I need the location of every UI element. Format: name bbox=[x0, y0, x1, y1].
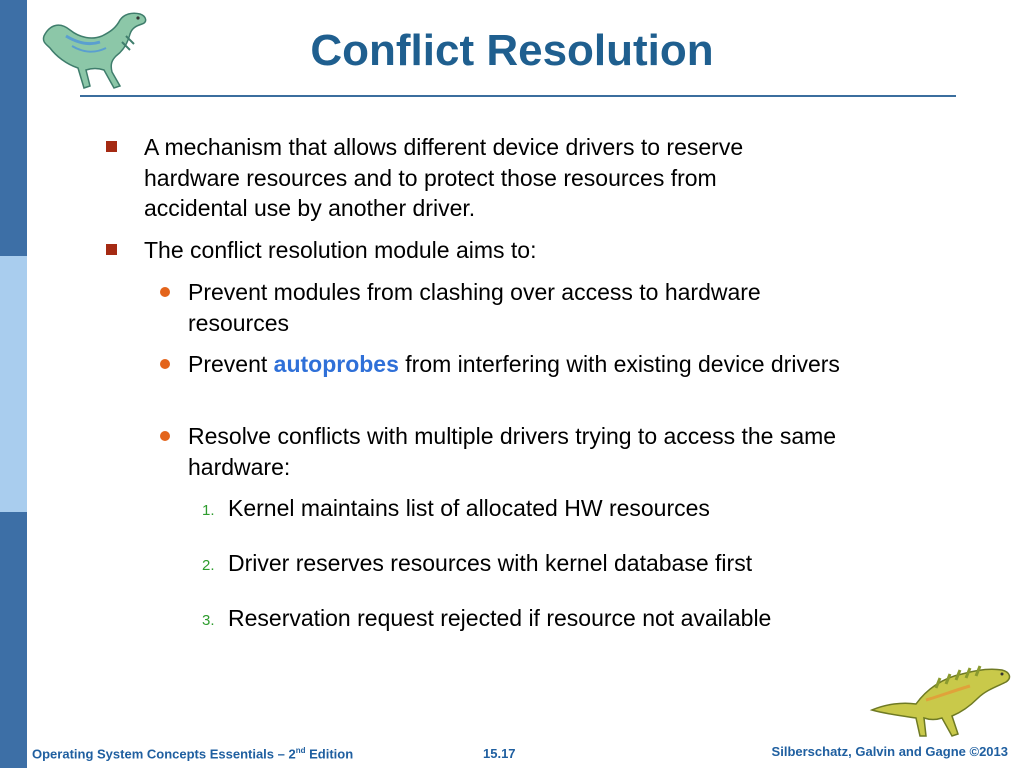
item-number: 1. bbox=[202, 502, 215, 519]
footer-book-prefix: Operating System Concepts Essentials – 2 bbox=[32, 746, 296, 762]
sub-bullet-text-after: from interfering with existing device drivers bbox=[398, 351, 840, 377]
item-number: 3. bbox=[202, 612, 215, 629]
page-title: Conflict Resolution bbox=[310, 26, 714, 75]
sub-bullet-item bbox=[160, 277, 860, 338]
footer-authors: Silberschatz, Galvin and Gagne ©2013 bbox=[771, 744, 1008, 759]
bullet-text: A mechanism that allows different device drivers to reserve hardware resources and to protect those resources from accidental use by another driver. bbox=[144, 134, 744, 221]
numbered-text: Kernel maintains list of allocated HW resources bbox=[228, 495, 710, 521]
numbered-text: Reservation request rejected if resource not available bbox=[228, 605, 772, 631]
numbered-item bbox=[202, 493, 902, 523]
footer-book-title bbox=[32, 746, 353, 761]
dot-bullet-icon bbox=[160, 287, 170, 297]
title-divider bbox=[80, 95, 956, 97]
sub-bullet-text: Resolve conflicts with multiple drivers trying to access the same hardware: bbox=[188, 423, 837, 480]
sub-bullet-item bbox=[160, 349, 860, 380]
footer-page-number: 15.17 bbox=[483, 746, 516, 761]
sub-bullet-text bbox=[188, 349, 860, 380]
autoprobes-highlight: autoprobes bbox=[273, 351, 399, 377]
sub-bullet-item bbox=[160, 421, 860, 482]
footer-book-sup: nd bbox=[295, 746, 306, 755]
left-accent-bar-light bbox=[0, 256, 27, 512]
sub-bullet-text: Prevent modules from clashing over access to hardware resources bbox=[188, 279, 761, 336]
bullet-item bbox=[106, 235, 826, 266]
left-accent-bar bbox=[0, 0, 27, 768]
numbered-item bbox=[202, 603, 902, 633]
dot-bullet-icon bbox=[160, 431, 170, 441]
dot-bullet-icon bbox=[160, 359, 170, 369]
numbered-item bbox=[202, 548, 902, 578]
item-number: 2. bbox=[202, 557, 215, 574]
sub-bullet-text-before: Prevent bbox=[188, 351, 274, 377]
square-bullet-icon bbox=[106, 141, 117, 152]
dinosaur-icon bbox=[36, 6, 158, 96]
bullet-text: The conflict resolution module aims to: bbox=[144, 237, 537, 263]
numbered-text: Driver reserves resources with kernel database first bbox=[228, 550, 753, 576]
dinosaur-icon bbox=[866, 660, 1016, 740]
square-bullet-icon bbox=[106, 244, 117, 255]
footer-book-suffix: Edition bbox=[305, 746, 354, 762]
bullet-item bbox=[106, 132, 826, 224]
